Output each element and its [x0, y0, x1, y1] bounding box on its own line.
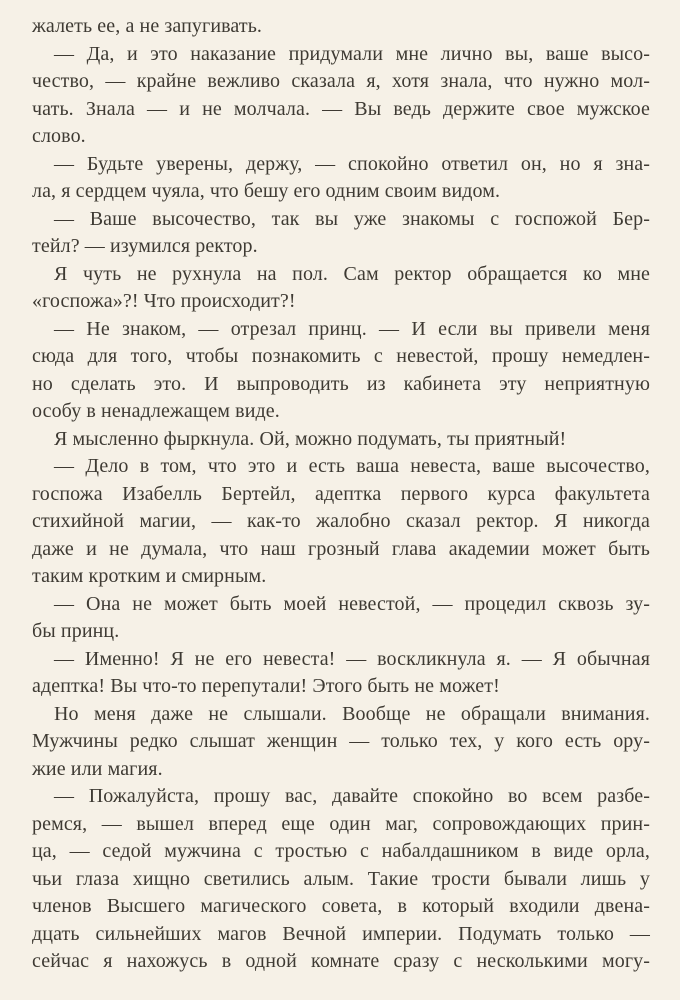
- paragraph: [32, 13, 650, 41]
- text-line: — Именно! Я не его невеста! — воскликнула я. — Я обычная: [54, 647, 650, 670]
- page-text: [32, 13, 650, 976]
- text-line: адептка! Вы что-то перепутали! Этого быть не может!: [32, 675, 500, 697]
- text-line: чать. Знала — и не молчала. — Вы ведь держите свое мужское: [32, 97, 650, 120]
- text-line: — Пожалуйста, прошу вас, давайте спокойно во всем разбе-: [54, 785, 650, 807]
- text-line: сейчас я нахожусь в одной комнате сразу с несколькими могу-: [32, 950, 650, 972]
- text-line: ца, — седой мужчина с тростью с набалдашником в виде орла,: [32, 840, 650, 862]
- paragraph: [32, 206, 650, 261]
- paragraph: [32, 453, 650, 591]
- text-line: ла, я сердцем чуяла, что бешу его одним своим видом.: [32, 180, 501, 202]
- paragraph: [32, 316, 650, 426]
- text-line: сюда для того, чтобы познакомить с невестой, прошу немедлен-: [32, 345, 650, 367]
- text-line: особу в ненадлежащем виде.: [32, 400, 280, 422]
- text-line: «госпожа»?! Что происходит?!: [32, 290, 296, 312]
- text-line: чьи глаза хищно светились алым. Такие трости бывали лишь у: [32, 867, 650, 890]
- text-line: но сделать это. И выпроводить из кабинета эту неприятную: [32, 372, 650, 395]
- text-line: — Дело в том, что это и есть ваша невеста, ваше высочество,: [54, 455, 650, 477]
- paragraph: [32, 41, 650, 151]
- text-line: Мужчины редко слышат женщин — только тех, у кого есть ору-: [32, 730, 650, 752]
- text-line: членов Высшего магического совета, в который входили двена-: [32, 895, 650, 917]
- text-line: — Она не может быть моей невестой, — процедил сквозь зу-: [54, 592, 650, 615]
- text-line: тейл? — изумился ректор.: [32, 235, 258, 257]
- paragraph: [32, 426, 650, 454]
- text-line: ремся, — вышел вперед еще один маг, сопровождающих прин-: [32, 812, 650, 835]
- text-line: жалеть ее, а не запугивать.: [32, 15, 263, 37]
- text-line: таким кротким и смирным.: [32, 565, 267, 587]
- text-line: Я мысленно фыркнула. Ой, можно подумать, ты приятный!: [54, 427, 567, 450]
- paragraph: [32, 261, 650, 316]
- text-line: бы принц.: [32, 620, 120, 642]
- text-line: — Не знаком, — отрезал принц. — И если вы привели меня: [54, 317, 650, 340]
- text-line: — Ваше высочество, так вы уже знакомы с госпожой Бер-: [54, 207, 650, 230]
- text-line: чество, — крайне вежливо сказала я, хотя знала, что нужно мол-: [32, 70, 650, 92]
- text-line: Но меня даже не слышали. Вообще не обращали внимания.: [54, 702, 650, 725]
- text-line: госпожа Изабелль Бертейл, адептка первого курса факультета: [32, 482, 650, 505]
- paragraph: [32, 151, 650, 206]
- text-line: Я чуть не рухнула на пол. Сам ректор обращается ко мне: [54, 262, 650, 285]
- text-line: — Да, и это наказание придумали мне лично вы, ваше высо-: [54, 42, 650, 65]
- text-line: стихийной магии, — как-то жалобно сказал ректор. Я никогда: [32, 510, 650, 532]
- paragraph: [32, 783, 650, 976]
- text-line: слово.: [32, 125, 86, 147]
- paragraph: [32, 646, 650, 701]
- text-line: — Будьте уверены, держу, — спокойно ответил он, но я зна-: [54, 152, 650, 175]
- paragraph: [32, 701, 650, 784]
- text-line: дцать сильнейших магов Вечной империи. Подумать только —: [32, 922, 650, 945]
- text-line: жие или магия.: [32, 757, 163, 780]
- paragraph: [32, 591, 650, 646]
- text-line: даже и не думала, что наш грозный глава академии может быть: [32, 537, 650, 560]
